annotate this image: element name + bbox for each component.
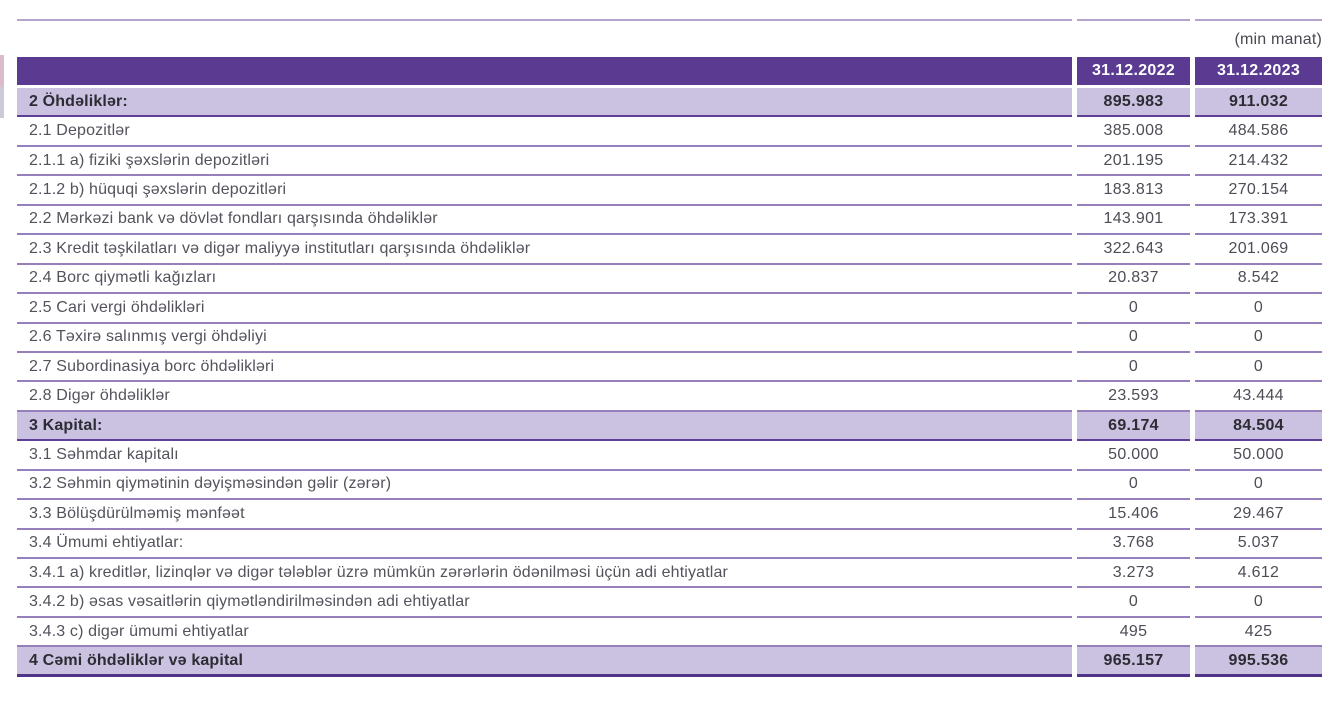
table-row: [17, 559, 1322, 588]
row-value-2023: 0: [1195, 353, 1322, 382]
table-row: [17, 88, 1322, 117]
row-label: 3.4.2 b) əsas vəsaitlərin qiymətləndirilməsindən adi ehtiyatlar: [17, 588, 1072, 617]
row-value-2023: 43.444: [1195, 382, 1322, 411]
table-row: [17, 500, 1322, 529]
row-value-2022: 69.174: [1077, 412, 1190, 441]
row-value-2023: 911.032: [1195, 88, 1322, 117]
row-value-2023: 0: [1195, 588, 1322, 617]
column-header-2023: 31.12.2023: [1195, 57, 1322, 85]
row-value-2022: 0: [1077, 353, 1190, 382]
row-value-2023: 0: [1195, 324, 1322, 353]
row-label: 2.5 Cari vergi öhdəlikləri: [17, 294, 1072, 323]
row-label: 3.2 Səhmin qiymətinin dəyişməsindən gəlir (zərər): [17, 471, 1072, 500]
row-value-2022: 183.813: [1077, 176, 1190, 205]
row-value-2022: 322.643: [1077, 235, 1190, 264]
row-value-2023: 4.612: [1195, 559, 1322, 588]
row-value-2022: 3.768: [1077, 530, 1190, 559]
table-row: [17, 265, 1322, 294]
row-label: 3.3 Bölüşdürülməmiş mənfəət: [17, 500, 1072, 529]
row-label: 2.1.1 a) fiziki şəxslərin depozitləri: [17, 147, 1072, 176]
row-label: 2.8 Digər öhdəliklər: [17, 382, 1072, 411]
row-value-2022: 965.157: [1077, 647, 1190, 676]
table-row: [17, 353, 1322, 382]
row-value-2022: 895.983: [1077, 88, 1190, 117]
row-label: 3.1 Səhmdar kapitalı: [17, 441, 1072, 470]
row-value-2023: 214.432: [1195, 147, 1322, 176]
row-label: 3 Kapital:: [17, 412, 1072, 441]
row-value-2022: 0: [1077, 294, 1190, 323]
row-value-2022: 495: [1077, 618, 1190, 647]
table-row: [17, 206, 1322, 235]
row-value-2022: 0: [1077, 471, 1190, 500]
row-label: 2.3 Kredit təşkilatları və digər maliyyə institutları qarşısında öhdəliklər: [17, 235, 1072, 264]
row-label: 4 Cəmi öhdəliklər və kapital: [17, 647, 1072, 676]
table-row: [17, 618, 1322, 647]
table-row: [17, 117, 1322, 146]
left-edge-artifact: [0, 55, 4, 118]
row-value-2023: 50.000: [1195, 441, 1322, 470]
row-value-2022: 23.593: [1077, 382, 1190, 411]
row-label: 2.4 Borc qiymətli kağızları: [17, 265, 1072, 294]
table-header-label-cell: [17, 57, 1072, 85]
top-divider-segment: [1195, 19, 1322, 21]
table-row: [17, 647, 1322, 676]
top-divider-segment: [17, 19, 1072, 21]
row-value-2023: 173.391: [1195, 206, 1322, 235]
row-label: 2.7 Subordinasiya borc öhdəlikləri: [17, 353, 1072, 382]
row-value-2022: 385.008: [1077, 117, 1190, 146]
row-value-2023: 8.542: [1195, 265, 1322, 294]
top-divider-segment: [1077, 19, 1190, 21]
row-label: 3.4.1 a) kreditlər, lizinqlər və digər tələblər üzrə mümkün zərərlərin ödənilməsi üçün adi ehtiyatlar: [17, 559, 1072, 588]
table-header-row: [17, 57, 1322, 85]
row-value-2022: 201.195: [1077, 147, 1190, 176]
row-value-2022: 0: [1077, 324, 1190, 353]
row-value-2023: 0: [1195, 294, 1322, 323]
table-row: [17, 441, 1322, 470]
row-label: 2.2 Mərkəzi bank və dövlət fondları qarşısında öhdəliklər: [17, 206, 1072, 235]
row-label: 2.1 Depozitlər: [17, 117, 1072, 146]
row-value-2022: 3.273: [1077, 559, 1190, 588]
row-value-2023: 201.069: [1195, 235, 1322, 264]
row-value-2023: 484.586: [1195, 117, 1322, 146]
row-value-2022: 50.000: [1077, 441, 1190, 470]
table-row: [17, 530, 1322, 559]
row-label: 2.1.2 b) hüquqi şəxslərin depozitləri: [17, 176, 1072, 205]
table-row: [17, 147, 1322, 176]
row-value-2023: 425: [1195, 618, 1322, 647]
unit-note: (min manat): [1234, 31, 1322, 48]
row-label: 3.4 Ümumi ehtiyatlar:: [17, 530, 1072, 559]
table-row: [17, 412, 1322, 441]
table-row: [17, 588, 1322, 617]
row-label: 2 Öhdəliklər:: [17, 88, 1072, 117]
row-value-2023: 0: [1195, 471, 1322, 500]
row-value-2022: 0: [1077, 588, 1190, 617]
row-value-2022: 15.406: [1077, 500, 1190, 529]
left-edge-artifact-pink: [0, 55, 4, 87]
table-row: [17, 324, 1322, 353]
top-divider-line: [17, 19, 1322, 21]
row-value-2023: 29.467: [1195, 500, 1322, 529]
balance-sheet-table: [17, 57, 1322, 677]
row-value-2023: 270.154: [1195, 176, 1322, 205]
row-label: 2.6 Təxirə salınmış vergi öhdəliyi: [17, 324, 1072, 353]
table-row: [17, 294, 1322, 323]
table-body: [17, 88, 1322, 677]
row-value-2022: 20.837: [1077, 265, 1190, 294]
table-row: [17, 235, 1322, 264]
table-row: [17, 176, 1322, 205]
column-header-2022: 31.12.2022: [1077, 57, 1190, 85]
row-value-2022: 143.901: [1077, 206, 1190, 235]
row-label: 3.4.3 c) digər ümumi ehtiyatlar: [17, 618, 1072, 647]
row-value-2023: 995.536: [1195, 647, 1322, 676]
left-edge-artifact-gray: [0, 87, 4, 118]
table-row: [17, 382, 1322, 411]
table-row: [17, 471, 1322, 500]
row-value-2023: 5.037: [1195, 530, 1322, 559]
row-value-2023: 84.504: [1195, 412, 1322, 441]
